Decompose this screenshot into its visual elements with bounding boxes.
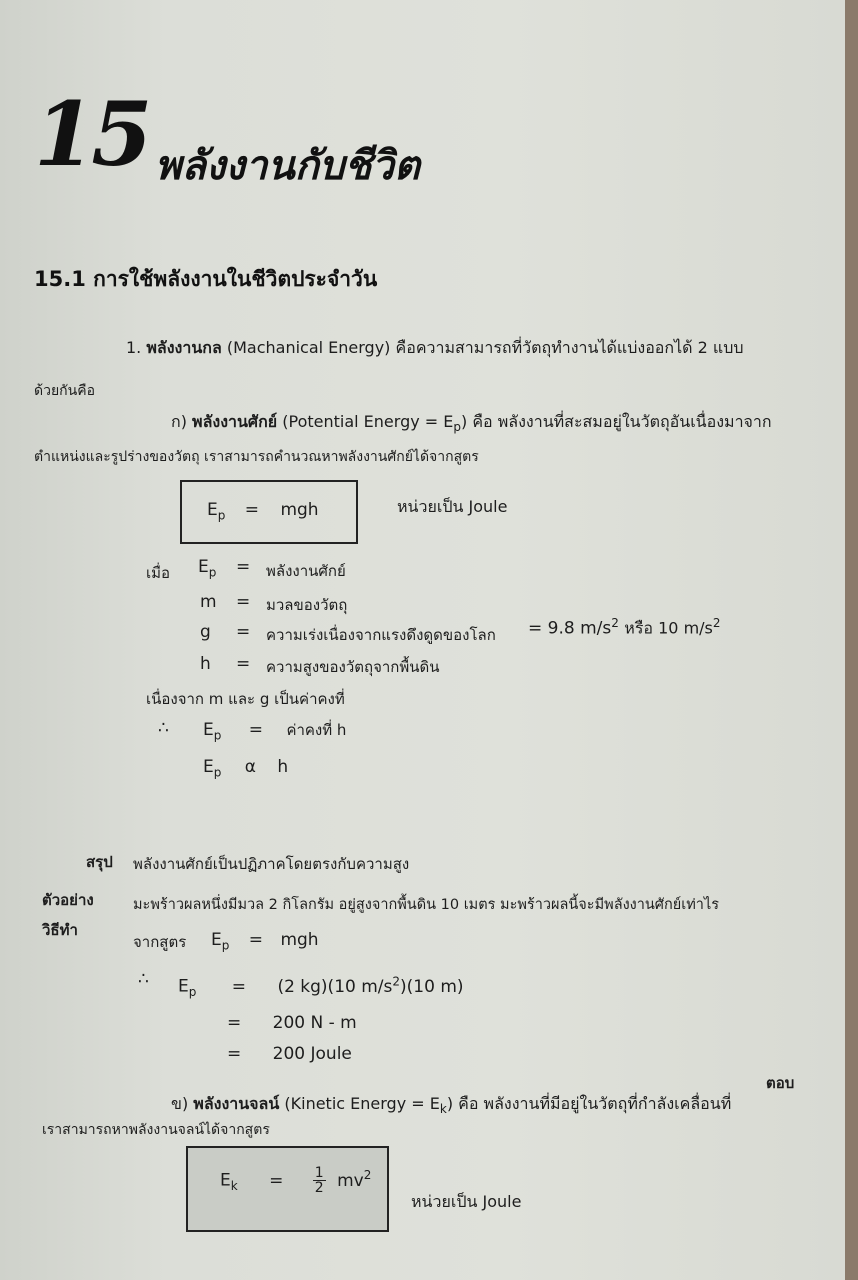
proportion-line-2: $E_p$ α h [203, 757, 289, 780]
where-eq: = [236, 592, 251, 612]
constant-note: เนื่องจาก m และ g เป็นค่าคงที่ [146, 690, 345, 708]
g-value: = 9.8 $m/s^2$ หรือ 10 $m/s^2$ [528, 616, 721, 639]
where-symbol-h: h [200, 654, 211, 674]
where-eq: = [236, 622, 251, 642]
where-symbol-m: m [200, 592, 217, 612]
kinetic-prefix: ข) [171, 1094, 189, 1113]
potential-term: พลังงานศักย์ [192, 412, 278, 431]
answer-label: ตอบ [766, 1074, 795, 1092]
where-eq: = [236, 557, 251, 577]
therefore-symbol: ∴ [138, 969, 149, 989]
where-meaning: ความเร่งเนื่องจากแรงดึงดูดของโลก [266, 626, 496, 644]
kinetic-energy-paragraph [171, 1092, 731, 1117]
item-number: 1. [126, 338, 142, 357]
where-meaning: มวลของวัตถุ [266, 596, 348, 614]
potential-unit-label: หน่วยเป็น Joule [397, 497, 508, 516]
proportion-line-1: $E_p$ = ค่าคงที่ h [203, 720, 347, 743]
mechanical-definition: (Machanical Energy) คือความสามารถที่วัตถุทำงานได้แบ่งออกได้ 2 แบบ [226, 338, 744, 357]
solution-step-3: = 200 Joule [227, 1044, 352, 1064]
kinetic-continuation: เราสามารถหาพลังงานจลน์ได้จากสูตร [42, 1122, 270, 1138]
solution-step-1: $E_p = (2$ kg)(10 $m/s^2)(10$ m) [178, 974, 464, 1000]
chapter-number: 15 [34, 82, 149, 186]
section-heading: 15.1 การใช้พลังงานในชีวิตประจำวัน [34, 267, 378, 291]
therefore-symbol: ∴ [158, 718, 169, 738]
potential-prefix: ก) [171, 412, 187, 431]
potential-continuation: ตำแหน่งและรูปร่างของวัตถุ เราสามารถคำนวณหาพลังงานศักย์ได้จากสูตร [34, 449, 479, 465]
example-formula: $E_p$ = mgh [211, 930, 319, 953]
from-formula-label: จากสูตร [133, 933, 187, 951]
where-symbol-ep: $E_p$ [198, 557, 217, 580]
kinetic-definition: (Kinetic Energy = $E_k$) คือ พลังงานที่มีอยู่ในวัตถุที่กำลังเคลื่อนที่ [284, 1094, 732, 1117]
method-label: วิธีทำ [42, 921, 78, 939]
example-label: ตัวอย่าง [42, 891, 94, 909]
kinetic-formula: $E_k$ = $\frac{1}{2}$ $mv^2$ [220, 1165, 372, 1196]
where-meaning: พลังงานศักย์ [266, 562, 346, 580]
mechanical-energy-paragraph [126, 336, 744, 361]
page-edge [845, 0, 858, 1280]
mechanical-continuation: ด้วยกันคือ [34, 383, 95, 399]
potential-formula: $E_p$ = mgh [207, 500, 319, 523]
chapter-title: พลังงานกับชีวิต [155, 143, 420, 189]
potential-definition: (Potential Energy = $E_p$) คือ พลังงานที่สะสมอยู่ในวัตถุอันเนื่องมาจาก [282, 412, 772, 435]
solution-step-2: = 200 N - m [227, 1013, 357, 1033]
where-meaning: ความสูงของวัตถุจากพื้นดิน [266, 658, 440, 676]
example-problem: มะพร้าวผลหนึ่งมีมวล 2 กิโลกรัม อยู่สูงจากพื้นดิน 10 เมตร มะพร้าวผลนี้จะมีพลังงานศักย์เท่าไร [133, 897, 720, 913]
where-label: เมื่อ [146, 564, 171, 582]
kinetic-term: พลังงานจลน์ [193, 1094, 280, 1113]
summary-text: พลังงานศักย์เป็นปฏิภาคโดยตรงกับความสูง [133, 855, 410, 873]
kinetic-unit-label: หน่วยเป็น Joule [411, 1192, 522, 1211]
where-eq: = [236, 654, 251, 674]
potential-energy-paragraph [171, 410, 772, 435]
where-symbol-g: g [200, 622, 211, 642]
summary-label: สรุป [86, 853, 113, 871]
mechanical-term: พลังงานกล [146, 338, 222, 357]
